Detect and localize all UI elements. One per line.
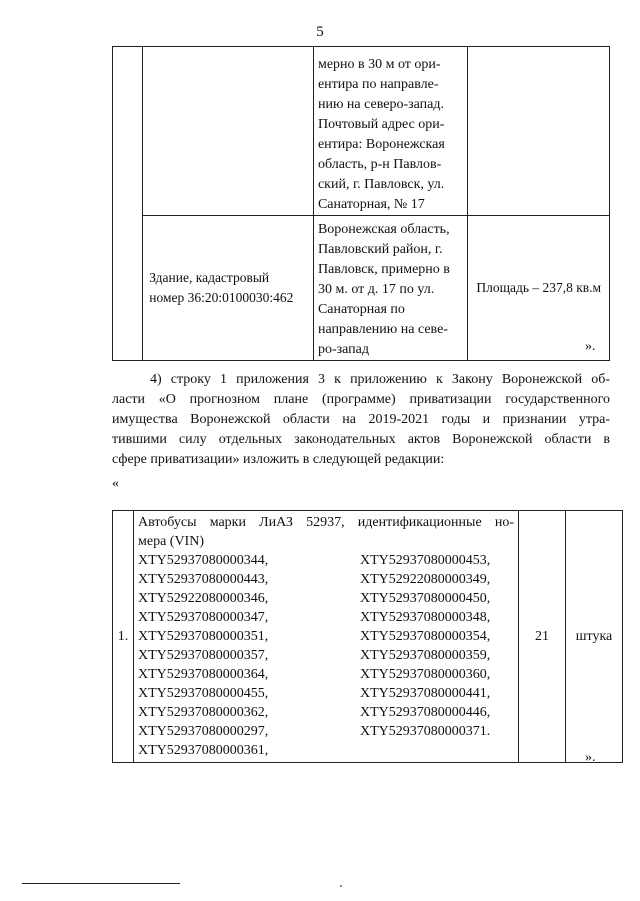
vin-left: XTY52937080000357, bbox=[138, 648, 269, 663]
object-location-cell bbox=[313, 47, 468, 216]
vin-left: XTY52937080000347, bbox=[138, 610, 269, 625]
name-line: Здание, кадастровый bbox=[149, 270, 270, 285]
location-line: ентира: Воронежская bbox=[317, 137, 445, 152]
vin-right: XTY52937080000446, bbox=[360, 705, 491, 720]
footer-rule bbox=[22, 883, 180, 884]
location-line: мерно в 30 м от ори- bbox=[317, 57, 441, 72]
object-name-cell bbox=[143, 47, 314, 216]
location-line: ро-запад bbox=[317, 342, 370, 357]
quantity-cell: 21 bbox=[519, 511, 566, 763]
paragraph-line: имущества Воронежской области на 2019-2021 годы и признании утра- bbox=[112, 412, 610, 427]
object-location-cell bbox=[313, 216, 468, 361]
unit-cell: штука bbox=[566, 511, 623, 763]
vin-left: XTY52937080000297, bbox=[138, 724, 269, 739]
paragraph-line: ласти «О прогнозном плане (программе) приватизации государственного bbox=[112, 392, 610, 407]
vin-right: XTY52937080000354, bbox=[360, 629, 491, 644]
closing-quote: ». bbox=[585, 339, 596, 354]
name-line: номер 36:20:0100030:462 bbox=[149, 290, 294, 305]
location-line: нию на северо-запад. bbox=[317, 97, 444, 112]
vin-right: XTY52937080000453, bbox=[360, 553, 491, 568]
location-line: ский, г. Павловск, ул. bbox=[317, 177, 445, 192]
vehicle-title-line: мера (VIN) bbox=[138, 534, 204, 549]
object-area-cell bbox=[468, 47, 610, 216]
location-line: область, р-н Павлов- bbox=[317, 157, 442, 172]
paragraph-line: сфере приватизации» изложить в следующей редакции: bbox=[112, 452, 445, 467]
opening-quote: « bbox=[112, 476, 119, 491]
vehicle-title-line: Автобусы марки ЛиАЗ 52937, идентификационные но- bbox=[138, 515, 514, 530]
vin-right: XTY52937080000348, bbox=[360, 610, 491, 625]
vin-list bbox=[138, 551, 514, 760]
paragraph-line: тившими силу отдельных законодательных актов Воронежской области в bbox=[112, 432, 610, 447]
location-line: Павловский район, г. bbox=[317, 242, 443, 257]
location-line: Почтовый адрес ори- bbox=[317, 117, 445, 132]
row-number-cell: 1. bbox=[113, 511, 134, 763]
table-row bbox=[113, 47, 610, 216]
vin-left: XTY52937080000361, bbox=[138, 743, 269, 758]
location-line: направлению на севе- bbox=[317, 322, 448, 337]
vehicles-table bbox=[112, 510, 623, 763]
vin-left: XTY52937080000362, bbox=[138, 705, 269, 720]
row-number-cell bbox=[113, 47, 143, 361]
footer-mark bbox=[340, 885, 342, 887]
page-number: 5 bbox=[316, 24, 324, 40]
object-area-cell: Площадь – 237,8 кв.м bbox=[468, 216, 610, 361]
vin-right: XTY52937080000450, bbox=[360, 591, 491, 606]
vin-left: XTY52937080000351, bbox=[138, 629, 269, 644]
paragraph-line: 4) строку 1 приложения 3 к приложению к Закону Воронежской об- bbox=[150, 372, 610, 387]
vin-left: XTY52922080000346, bbox=[138, 591, 269, 606]
location-line: ентира по направле- bbox=[317, 77, 439, 92]
vin-left: XTY52937080000443, bbox=[138, 572, 269, 587]
location-line: Санаторная по bbox=[317, 302, 405, 317]
object-name-cell bbox=[143, 216, 314, 361]
amendment-paragraph bbox=[112, 370, 610, 470]
vin-right: XTY52937080000360, bbox=[360, 667, 491, 682]
vin-right: XTY52922080000349, bbox=[360, 572, 491, 587]
vin-right: XTY52937080000359, bbox=[360, 648, 491, 663]
vin-right: XTY52937080000371. bbox=[360, 724, 491, 739]
property-table bbox=[112, 46, 610, 361]
table-row bbox=[113, 216, 610, 361]
vin-right: XTY52937080000441, bbox=[360, 686, 491, 701]
location-line: Павловск, примерно в bbox=[317, 262, 450, 277]
table-row bbox=[113, 511, 623, 763]
vin-left: XTY52937080000455, bbox=[138, 686, 269, 701]
vin-left: XTY52937080000344, bbox=[138, 553, 269, 568]
location-line: 30 м. от д. 17 по ул. bbox=[317, 282, 435, 297]
vin-left: XTY52937080000364, bbox=[138, 667, 269, 682]
vehicle-description-cell bbox=[134, 511, 519, 763]
closing-quote: ». bbox=[585, 750, 596, 765]
location-line: Воронежская область, bbox=[317, 222, 450, 237]
location-line: Санаторная, № 17 bbox=[317, 197, 425, 212]
